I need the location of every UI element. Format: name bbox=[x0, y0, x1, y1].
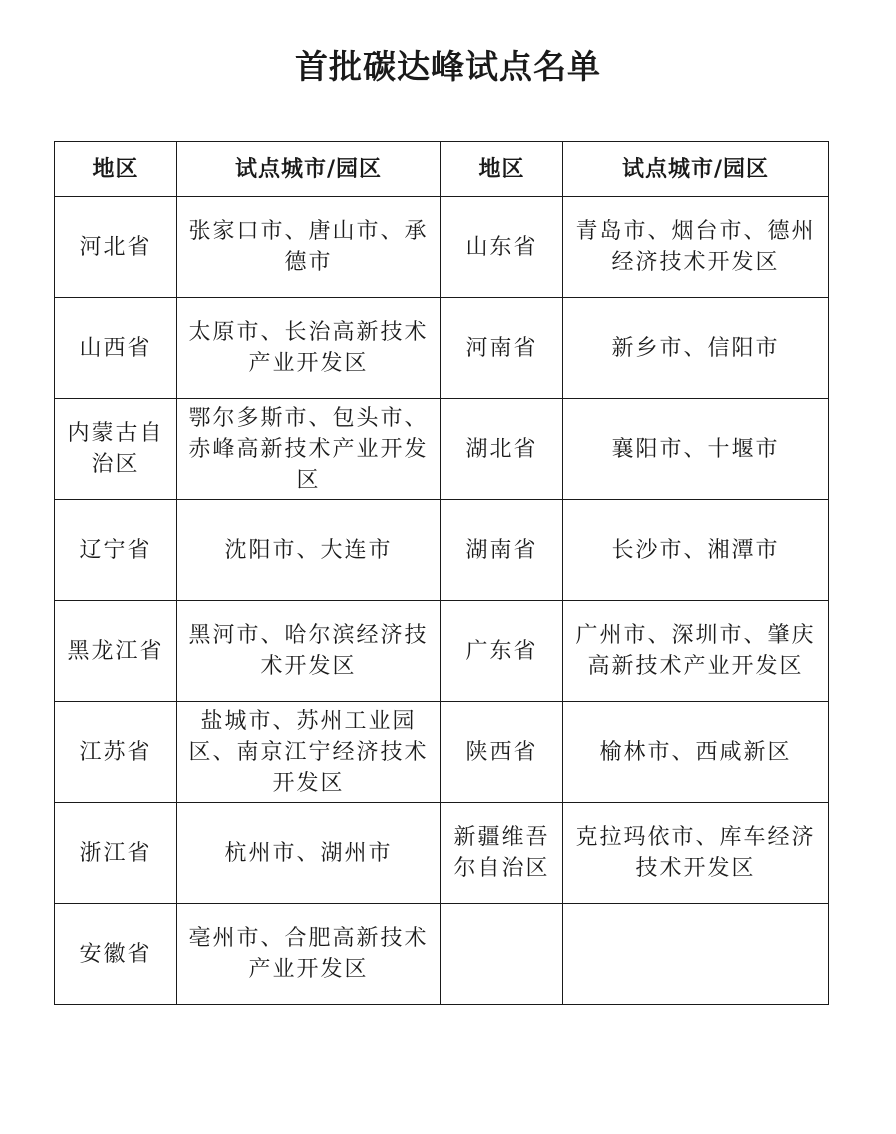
city-cell: 青岛市、烟台市、德州经济技术开发区 bbox=[563, 197, 829, 298]
header-region-left: 地区 bbox=[55, 142, 177, 197]
city-cell: 榆林市、西咸新区 bbox=[563, 702, 829, 803]
region-cell: 广东省 bbox=[441, 601, 563, 702]
region-cell: 山西省 bbox=[55, 298, 177, 399]
region-cell: 江苏省 bbox=[55, 702, 177, 803]
city-cell: 长沙市、湘潭市 bbox=[563, 500, 829, 601]
table-header-row bbox=[55, 142, 829, 197]
region-cell: 辽宁省 bbox=[55, 500, 177, 601]
city-cell: 黑河市、哈尔滨经济技术开发区 bbox=[177, 601, 441, 702]
city-cell: 沈阳市、大连市 bbox=[177, 500, 441, 601]
region-cell: 河北省 bbox=[55, 197, 177, 298]
region-cell: 陕西省 bbox=[441, 702, 563, 803]
region-cell bbox=[441, 904, 563, 1005]
city-cell bbox=[563, 904, 829, 1005]
region-cell: 新疆维吾尔自治区 bbox=[441, 803, 563, 904]
region-cell: 黑龙江省 bbox=[55, 601, 177, 702]
table-row bbox=[55, 197, 829, 298]
table-row bbox=[55, 298, 829, 399]
table-row bbox=[55, 904, 829, 1005]
city-cell: 盐城市、苏州工业园区、南京江宁经济技术开发区 bbox=[177, 702, 441, 803]
region-cell: 湖南省 bbox=[441, 500, 563, 601]
city-cell: 鄂尔多斯市、包头市、赤峰高新技术产业开发区 bbox=[177, 399, 441, 500]
pilot-list-table bbox=[54, 141, 829, 1005]
header-region-right: 地区 bbox=[441, 142, 563, 197]
region-cell: 安徽省 bbox=[55, 904, 177, 1005]
region-cell: 湖北省 bbox=[441, 399, 563, 500]
table-row bbox=[55, 500, 829, 601]
region-cell: 山东省 bbox=[441, 197, 563, 298]
city-cell: 张家口市、唐山市、承德市 bbox=[177, 197, 441, 298]
table-row bbox=[55, 702, 829, 803]
page-title: 首批碳达峰试点名单 bbox=[295, 47, 601, 86]
header-city-left: 试点城市/园区 bbox=[177, 142, 441, 197]
region-cell: 内蒙古自治区 bbox=[55, 399, 177, 500]
region-cell: 河南省 bbox=[441, 298, 563, 399]
table-row bbox=[55, 803, 829, 904]
city-cell: 襄阳市、十堰市 bbox=[563, 399, 829, 500]
city-cell: 太原市、长治高新技术产业开发区 bbox=[177, 298, 441, 399]
table-row bbox=[55, 399, 829, 500]
city-cell: 新乡市、信阳市 bbox=[563, 298, 829, 399]
region-cell: 浙江省 bbox=[55, 803, 177, 904]
city-cell: 亳州市、合肥高新技术产业开发区 bbox=[177, 904, 441, 1005]
city-cell: 广州市、深圳市、肇庆高新技术产业开发区 bbox=[563, 601, 829, 702]
city-cell: 克拉玛依市、库车经济技术开发区 bbox=[563, 803, 829, 904]
header-city-right: 试点城市/园区 bbox=[563, 142, 829, 197]
table-row bbox=[55, 601, 829, 702]
city-cell: 杭州市、湖州市 bbox=[177, 803, 441, 904]
